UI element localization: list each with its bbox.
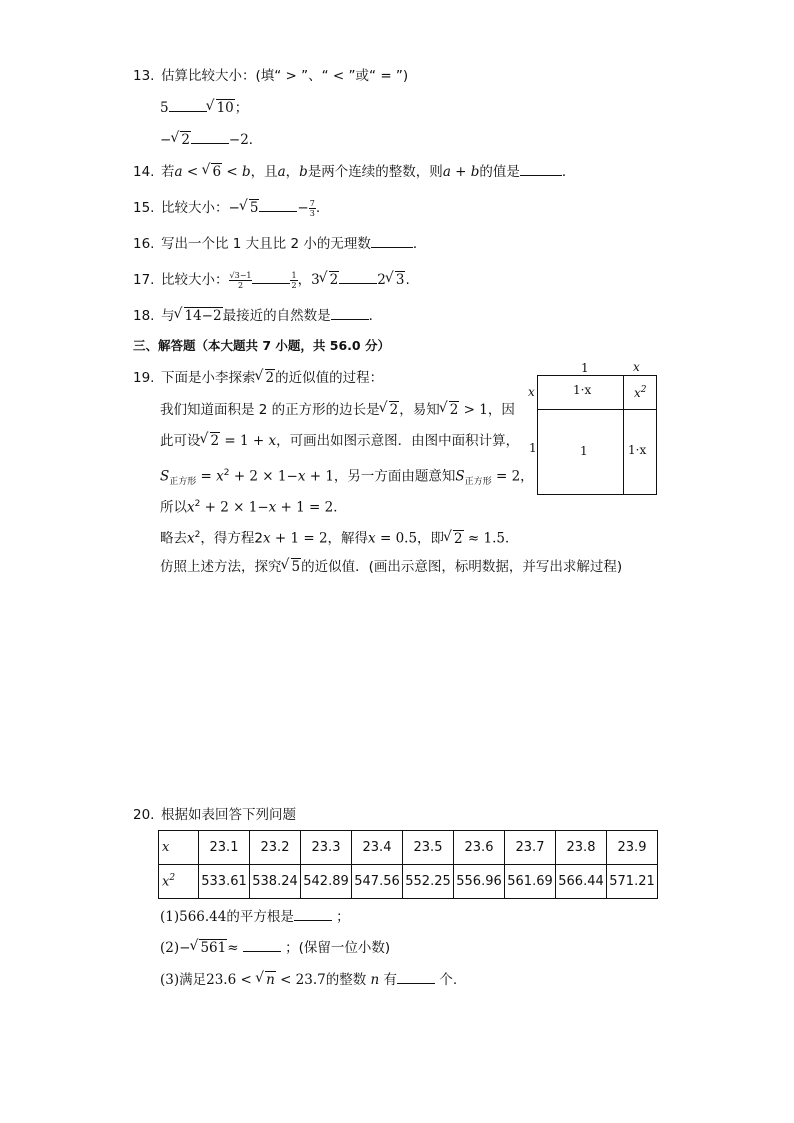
math-var: S bbox=[160, 468, 170, 485]
question-number: 13. bbox=[133, 68, 155, 84]
sqrt-expression bbox=[256, 970, 276, 990]
q13-line-1 bbox=[160, 97, 248, 118]
math-var: x bbox=[268, 499, 277, 516]
math: a + b bbox=[442, 164, 480, 180]
text: ； bbox=[331, 909, 350, 925]
text: ，3 bbox=[297, 272, 320, 288]
math-var: x bbox=[262, 530, 271, 547]
text: 若 bbox=[161, 164, 175, 180]
sqrt-expression bbox=[256, 368, 276, 388]
math-var: x bbox=[268, 433, 277, 449]
q13-line-2 bbox=[160, 129, 262, 150]
text: (1)566.44的平方根是 bbox=[160, 909, 294, 925]
question-number: 20. bbox=[133, 807, 155, 823]
q20-part-3 bbox=[160, 969, 457, 990]
question-14 bbox=[133, 161, 575, 182]
superscript: 2 bbox=[223, 468, 230, 478]
table-cell: 23.6 bbox=[454, 831, 505, 865]
text: 比较大小： bbox=[161, 272, 229, 288]
answer-blank[interactable] bbox=[397, 969, 435, 984]
sqrt-expression bbox=[440, 400, 460, 420]
numerator: √3−1 bbox=[229, 270, 252, 280]
math: < b bbox=[222, 164, 251, 180]
table-cell: 23.9 bbox=[607, 831, 658, 865]
math: a < bbox=[174, 164, 203, 180]
diagram-left-label-1: 1 bbox=[529, 441, 537, 455]
radicand: 5 bbox=[249, 200, 259, 216]
radicand: 2 bbox=[329, 272, 339, 288]
text: ． bbox=[368, 308, 383, 324]
radicand: 6 bbox=[212, 164, 222, 180]
text: > 1，因 bbox=[459, 402, 515, 418]
diagram-left-label-x: x bbox=[528, 385, 535, 399]
text: 的近似值．(画出示意图，标明数据，并写出求解过程) bbox=[301, 559, 623, 575]
denominator: 3 bbox=[309, 208, 315, 218]
answer-blank[interactable] bbox=[259, 197, 297, 212]
math: + 1 = 2． bbox=[276, 499, 347, 516]
math-var: x bbox=[187, 530, 195, 547]
value: −2． bbox=[228, 132, 263, 148]
superscript: 2 bbox=[169, 873, 176, 884]
table-cell: 571.21 bbox=[607, 865, 658, 899]
math-var: x bbox=[297, 468, 306, 485]
cell-bottom-right: 1·x bbox=[628, 443, 647, 457]
table-cell: 566.44 bbox=[556, 865, 607, 899]
sqrt-expression bbox=[171, 130, 191, 150]
text: ． bbox=[561, 164, 576, 180]
fraction bbox=[309, 199, 316, 218]
question-text: 写出一个比 1 大且比 2 小的无理数 bbox=[161, 236, 371, 252]
diagram-square bbox=[537, 375, 657, 495]
radicand: 561 bbox=[200, 940, 227, 956]
table-cell: 23.5 bbox=[403, 831, 454, 865]
table-cell: 23.1 bbox=[199, 831, 250, 865]
text: 的值是 bbox=[479, 164, 520, 180]
text: ，可画出如图示意图．由图中面积计算， bbox=[276, 433, 520, 449]
text: 此可设 bbox=[160, 433, 201, 449]
text: . bbox=[315, 200, 321, 216]
section-heading: 三、解答题（本大题共 7 小题，共 56.0 分） bbox=[133, 338, 390, 353]
text: 仿照上述方法，探究 bbox=[160, 559, 282, 575]
q19-line-7 bbox=[160, 557, 622, 577]
text: + 1，另一方面由题意知 bbox=[305, 468, 456, 485]
question-number: 16. bbox=[133, 236, 155, 252]
cell-bottom-left: 1 bbox=[580, 444, 588, 458]
text: ，易知 bbox=[399, 402, 440, 418]
answer-blank[interactable] bbox=[169, 97, 207, 112]
question-17 bbox=[133, 269, 410, 290]
answer-blank[interactable] bbox=[243, 937, 281, 952]
math-var: x bbox=[368, 530, 376, 547]
table-cell: 556.96 bbox=[454, 865, 505, 899]
table-cell: 23.7 bbox=[505, 831, 556, 865]
table-cell: 547.56 bbox=[352, 865, 403, 899]
text: ，且 bbox=[250, 164, 278, 180]
text: . bbox=[405, 272, 410, 288]
table-row bbox=[159, 865, 658, 899]
q19-line-6 bbox=[160, 525, 519, 549]
q19-line-5 bbox=[160, 494, 347, 518]
question-13 bbox=[133, 66, 408, 86]
text: 下面是小李探索 bbox=[161, 370, 256, 386]
row-header bbox=[159, 865, 199, 899]
answer-blank[interactable] bbox=[371, 233, 413, 248]
table-cell: 23.3 bbox=[301, 831, 352, 865]
text: 比较大小：− bbox=[161, 200, 240, 216]
math: + 2 × 1− bbox=[229, 468, 298, 485]
value: 5 bbox=[160, 100, 169, 116]
radicand: 2 bbox=[181, 132, 190, 148]
text: ；(保留一位小数) bbox=[280, 940, 391, 956]
q19-line-2 bbox=[160, 400, 515, 420]
answer-blank[interactable] bbox=[252, 269, 290, 284]
question-20 bbox=[133, 805, 296, 825]
sqrt-expression bbox=[240, 198, 260, 218]
numerator: 7 bbox=[309, 198, 315, 208]
text: (3)满足23.6 < bbox=[160, 972, 257, 988]
math-var: x bbox=[187, 499, 195, 516]
question-15 bbox=[133, 197, 320, 218]
math: + 2 × 1− bbox=[200, 499, 269, 516]
cell-var: x bbox=[634, 386, 641, 400]
question-number: 19. bbox=[133, 370, 155, 386]
question-18 bbox=[133, 305, 382, 326]
denominator: 2 bbox=[237, 280, 244, 290]
fraction bbox=[290, 271, 297, 290]
diagram-divider-vertical bbox=[623, 376, 624, 494]
table-cell: 23.2 bbox=[250, 831, 301, 865]
text: 略去 bbox=[160, 530, 187, 547]
table-row bbox=[159, 831, 658, 865]
cell-top-left: 1·x bbox=[573, 383, 592, 397]
sqrt-expression bbox=[320, 270, 340, 290]
sqrt-expression bbox=[190, 938, 227, 958]
row-header: x bbox=[159, 831, 199, 865]
superscript: 2 bbox=[194, 499, 201, 509]
q19-line-4 bbox=[160, 463, 534, 492]
table-cell: 23.4 bbox=[352, 831, 403, 865]
sqrt-expression bbox=[282, 557, 302, 577]
diagram-top-label-x: x bbox=[633, 360, 640, 374]
text: (2)− bbox=[160, 940, 191, 956]
text: ． bbox=[412, 236, 427, 252]
text: 有 bbox=[379, 972, 398, 988]
radicand: 2 bbox=[265, 370, 275, 386]
question-number: 15. bbox=[133, 200, 155, 216]
table-cell: 533.61 bbox=[199, 865, 250, 899]
text: + 1 = 2，解得 bbox=[270, 530, 369, 547]
radicand: 2 bbox=[210, 433, 220, 449]
math: b bbox=[299, 164, 308, 180]
math-var: n bbox=[370, 972, 380, 988]
fraction bbox=[229, 271, 253, 290]
radicand: 2 bbox=[454, 530, 463, 547]
sqrt-expression bbox=[207, 98, 235, 118]
table-cell: 561.69 bbox=[505, 865, 556, 899]
superscript: 2 bbox=[194, 530, 201, 540]
text: 是两个连续的整数，则 bbox=[307, 164, 443, 180]
text: = 0.5，即 bbox=[375, 530, 445, 547]
text: 的近似值的过程： bbox=[275, 370, 384, 386]
numerator: 1 bbox=[291, 270, 297, 280]
table-cell: 542.89 bbox=[301, 865, 352, 899]
text: ，得方程2 bbox=[200, 530, 263, 547]
math-var: S bbox=[455, 468, 465, 485]
sqrt-expression bbox=[201, 431, 221, 451]
subscript: 正方形 bbox=[169, 477, 197, 488]
radicand: 10 bbox=[216, 100, 234, 116]
text: 个. bbox=[435, 972, 458, 988]
sqrt-expression bbox=[380, 400, 400, 420]
sqrt-expression bbox=[175, 306, 223, 326]
table-cell: 23.8 bbox=[556, 831, 607, 865]
punct: ； bbox=[234, 100, 249, 116]
radicand: 14−2 bbox=[184, 308, 222, 324]
table-cell: 552.25 bbox=[403, 865, 454, 899]
question-text: 估算比较大小：(填“ > ”、“ < ”或“ = ”) bbox=[161, 68, 409, 84]
question-number: 14. bbox=[133, 164, 155, 180]
minus-sign: − bbox=[160, 132, 172, 148]
radicand: 5 bbox=[291, 559, 301, 575]
answer-blank[interactable] bbox=[520, 161, 562, 176]
answer-blank[interactable] bbox=[294, 906, 332, 921]
text: ， bbox=[285, 164, 300, 180]
text: < 23.7的整数 bbox=[275, 972, 371, 988]
data-table bbox=[158, 830, 658, 899]
text: 2 bbox=[377, 272, 386, 288]
table-cell: 538.24 bbox=[250, 865, 301, 899]
math: = 2， bbox=[491, 468, 534, 485]
diagram-top-label-1: 1 bbox=[581, 361, 589, 375]
text: ≈ bbox=[227, 940, 243, 956]
subscript: 正方形 bbox=[464, 477, 492, 488]
text: 我们知道面积是 2 的正方形的边长是 bbox=[160, 402, 380, 418]
text: 最接近的自然数是 bbox=[222, 308, 331, 324]
sqrt-expression bbox=[386, 270, 406, 290]
sqrt-expression bbox=[202, 162, 222, 182]
radicand: n bbox=[266, 972, 275, 988]
q20-part-1 bbox=[160, 906, 350, 927]
math: = 1 + bbox=[220, 433, 269, 449]
math: = bbox=[196, 468, 217, 485]
diagram-divider-horizontal bbox=[538, 409, 656, 410]
answer-blank[interactable] bbox=[339, 269, 377, 284]
math-var: x bbox=[216, 468, 224, 485]
question-16 bbox=[133, 233, 426, 254]
q19-line-3 bbox=[160, 431, 519, 451]
q20-part-2 bbox=[160, 937, 390, 958]
minus-sign: − bbox=[297, 200, 309, 216]
question-text: 根据如表回答下列问题 bbox=[161, 807, 296, 823]
denominator: 2 bbox=[291, 280, 297, 290]
question-number: 17. bbox=[133, 272, 155, 288]
sqrt-expression bbox=[444, 529, 464, 549]
math: a bbox=[277, 164, 286, 180]
question-number: 18. bbox=[133, 308, 155, 324]
radicand: 2 bbox=[389, 402, 399, 418]
radicand: 3 bbox=[395, 272, 405, 288]
question-19 bbox=[133, 368, 383, 388]
radicand: 2 bbox=[449, 402, 459, 418]
answer-blank[interactable] bbox=[331, 305, 369, 320]
math: ≈ 1.5． bbox=[463, 530, 519, 547]
text: 所以 bbox=[160, 499, 187, 516]
answer-blank[interactable] bbox=[191, 129, 229, 144]
cell-top-right bbox=[634, 385, 647, 400]
superscript: 2 bbox=[640, 385, 647, 395]
row-header-var: x bbox=[162, 874, 170, 890]
text: 与 bbox=[161, 308, 175, 324]
